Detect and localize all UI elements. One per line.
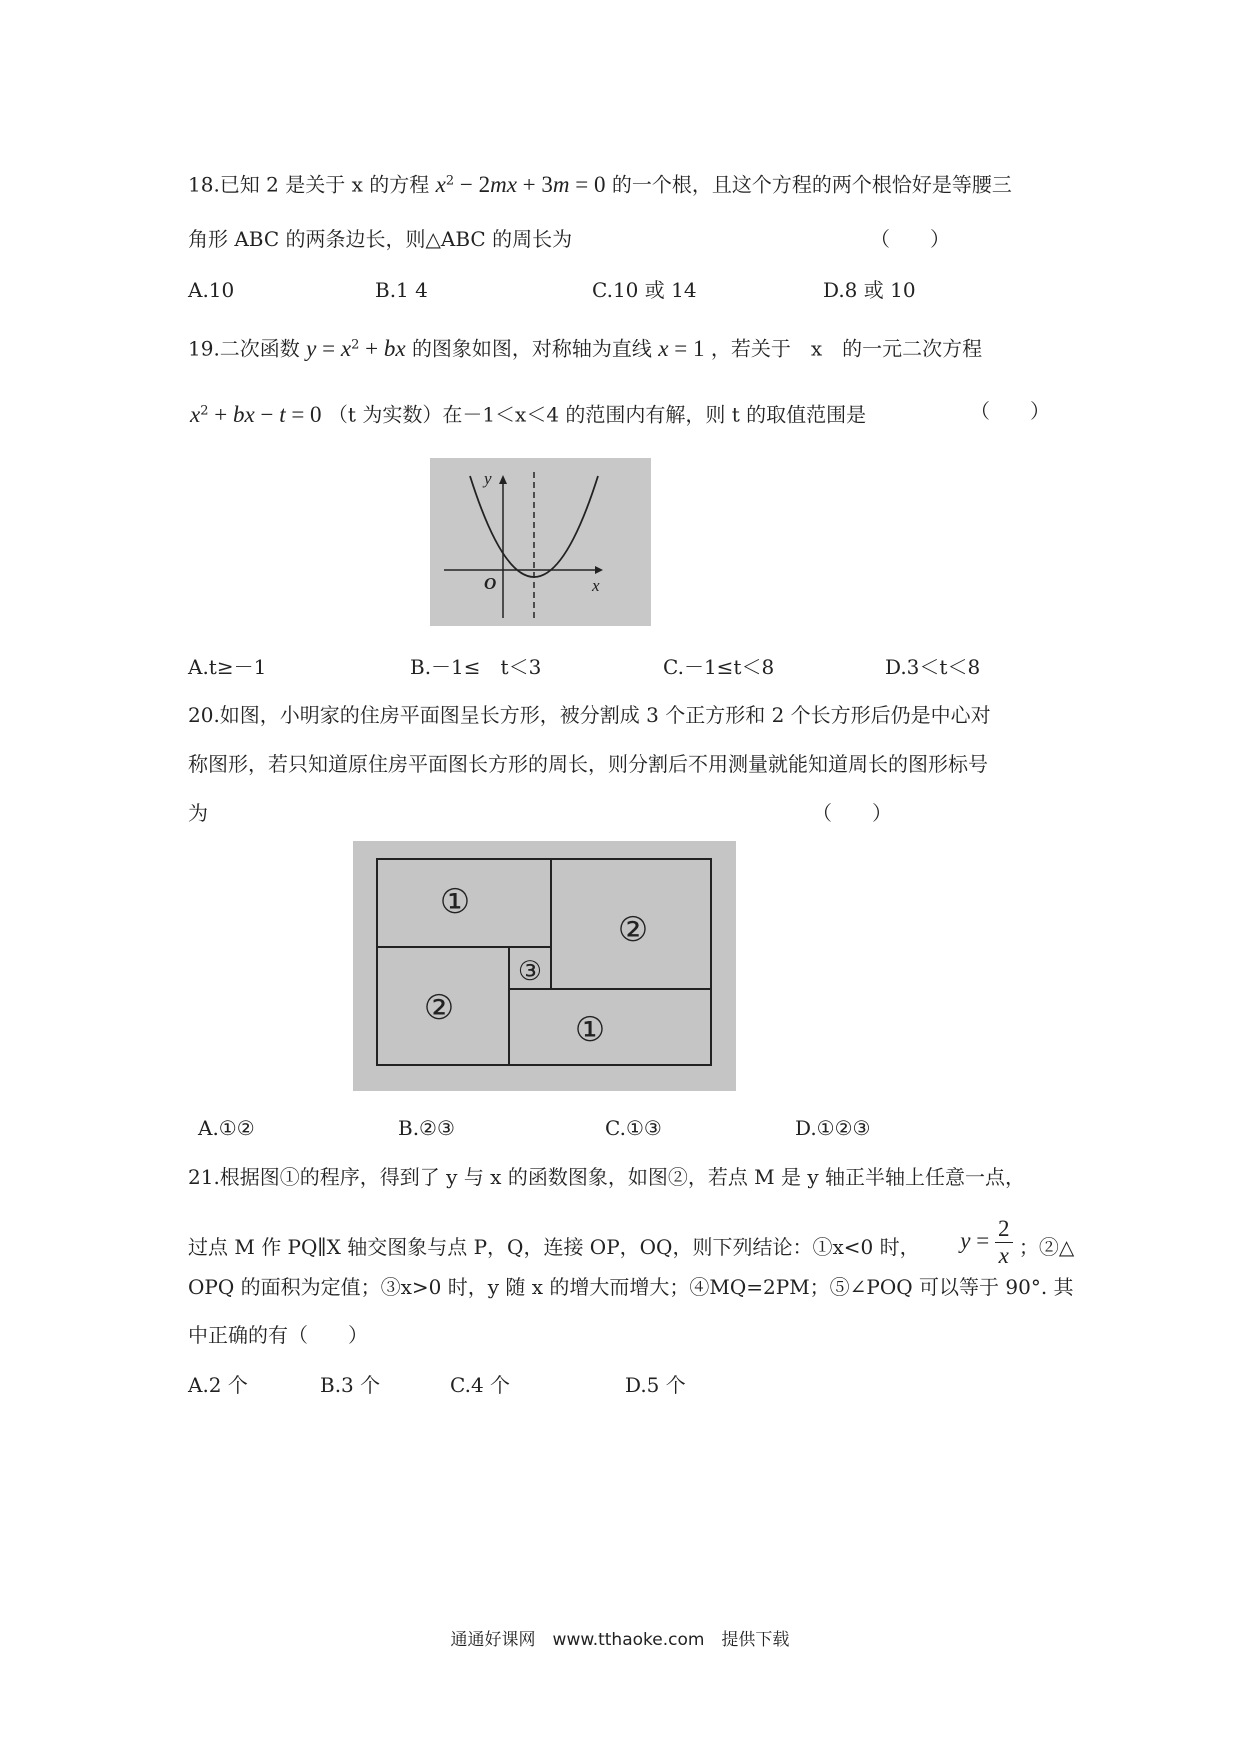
y-axis-label: y bbox=[484, 469, 492, 488]
q19-option-d: D.3＜t＜8 bbox=[885, 655, 981, 679]
q21-option-a: A.2 个 bbox=[188, 1373, 248, 1397]
q20-line3: 为 bbox=[188, 801, 208, 825]
q18-option-a: A.10 bbox=[188, 278, 235, 302]
region-label-bl: ② bbox=[423, 988, 455, 1028]
q20-answer-paren: （ ） bbox=[812, 801, 892, 825]
q18-answer-paren: （ ） bbox=[870, 227, 950, 251]
q19-axis-eq: x = 1 bbox=[658, 335, 705, 361]
q20-option-d: D.①②③ bbox=[795, 1116, 871, 1140]
q21-text-a: 过点 M 作 PQ∥X 轴交图象与点 P，Q，连接 OP，OQ，则下列结论：①x<0 时， bbox=[188, 1235, 920, 1259]
q18-text-a: 18.已知 2 是关于 x 的方程 bbox=[188, 172, 430, 197]
q19-answer-paren: （ ） bbox=[970, 399, 1050, 423]
q21-line1: 21.根据图①的程序，得到了 y 与 x 的函数图象，如图②，若点 M 是 y 轴正半轴上任意一点， bbox=[188, 1165, 1026, 1189]
q21-option-d: D.5 个 bbox=[625, 1373, 686, 1397]
q18-option-c: C.10 或 14 bbox=[592, 278, 697, 302]
q18-equation: $x^2 - 2mx + 3m = 0$ bbox=[435, 171, 606, 197]
q19-function: $y = x^2$ + bx bbox=[306, 335, 406, 361]
q19-line2 bbox=[190, 398, 866, 428]
q20-line2: 称图形，若只知道原住房平面图长方形的周长，则分割后不用测量就能知道周长的图形标号 bbox=[188, 752, 988, 776]
q19-option-b: B.－1≤ t＜3 bbox=[410, 655, 542, 679]
q21-option-b: B.3 个 bbox=[320, 1373, 381, 1397]
q21-option-c: C.4 个 bbox=[450, 1373, 511, 1397]
region-label-br: ① bbox=[574, 1010, 606, 1050]
q19-option-a: A.t≥－1 bbox=[188, 655, 267, 679]
q20-line1: 20.如图，小明家的住房平面图呈长方形，被分割成 3 个正方形和 2 个长方形后仍是中心对 bbox=[188, 703, 991, 727]
q19-text-b: 的图象如图，对称轴为直线 bbox=[411, 336, 652, 361]
q18-text-b: 的一个根，且这个方程的两个根恰好是等腰三 bbox=[611, 172, 1012, 197]
q21-line4: 中正确的有（ ） bbox=[188, 1323, 368, 1347]
q18-line2 bbox=[188, 226, 572, 252]
origin-label: O bbox=[484, 574, 497, 593]
q20-floor-plan bbox=[353, 841, 736, 1091]
q18-option-d: D.8 或 10 bbox=[823, 278, 916, 302]
q20-option-a: A.①② bbox=[198, 1116, 255, 1140]
x-axis-label: x bbox=[592, 576, 600, 595]
q19-text-a: 19.二次函数 bbox=[188, 336, 300, 361]
q18-text-line2: 角形 ABC 的两条边长，则△ABC 的周长为 bbox=[188, 227, 573, 251]
q19-text-c: ，若关于 x 的一元二次方程 bbox=[710, 336, 983, 361]
q19-option-c: C.－1≤t＜8 bbox=[663, 655, 775, 679]
q21-fraction-equation: y = $\frac{2}{x}$ bbox=[960, 1229, 1012, 1253]
q19-line1 bbox=[188, 332, 982, 362]
q21-line3: OPQ 的面积为定值；③x>0 时，y 随 x 的增大而增大；④MQ=2PM；⑤∠POQ 可以等于 90°. 其 bbox=[188, 1275, 1074, 1299]
q18-option-b: B.1 4 bbox=[375, 278, 428, 302]
q21-text-b: ；②△ bbox=[1018, 1235, 1075, 1259]
q20-option-c: C.①③ bbox=[605, 1116, 662, 1140]
q19-parabola-graph bbox=[430, 458, 651, 626]
region-label-tl: ① bbox=[439, 882, 471, 922]
region-label-center: ③ bbox=[517, 956, 543, 987]
q19-text-line2: （t 为实数）在－1＜x＜4 的范围内有解，则 t 的取值范围是 bbox=[327, 402, 867, 427]
page-footer: 通通好课网 www.tthaoke.com 提供下载 bbox=[450, 1630, 790, 1650]
q21-line2 bbox=[188, 1216, 1075, 1275]
q19-equation: $x^2$ + bx − t = 0 bbox=[190, 401, 322, 427]
q18-line1 bbox=[188, 168, 1012, 198]
region-label-tr: ② bbox=[617, 910, 649, 950]
q20-option-b: B.②③ bbox=[398, 1116, 455, 1140]
